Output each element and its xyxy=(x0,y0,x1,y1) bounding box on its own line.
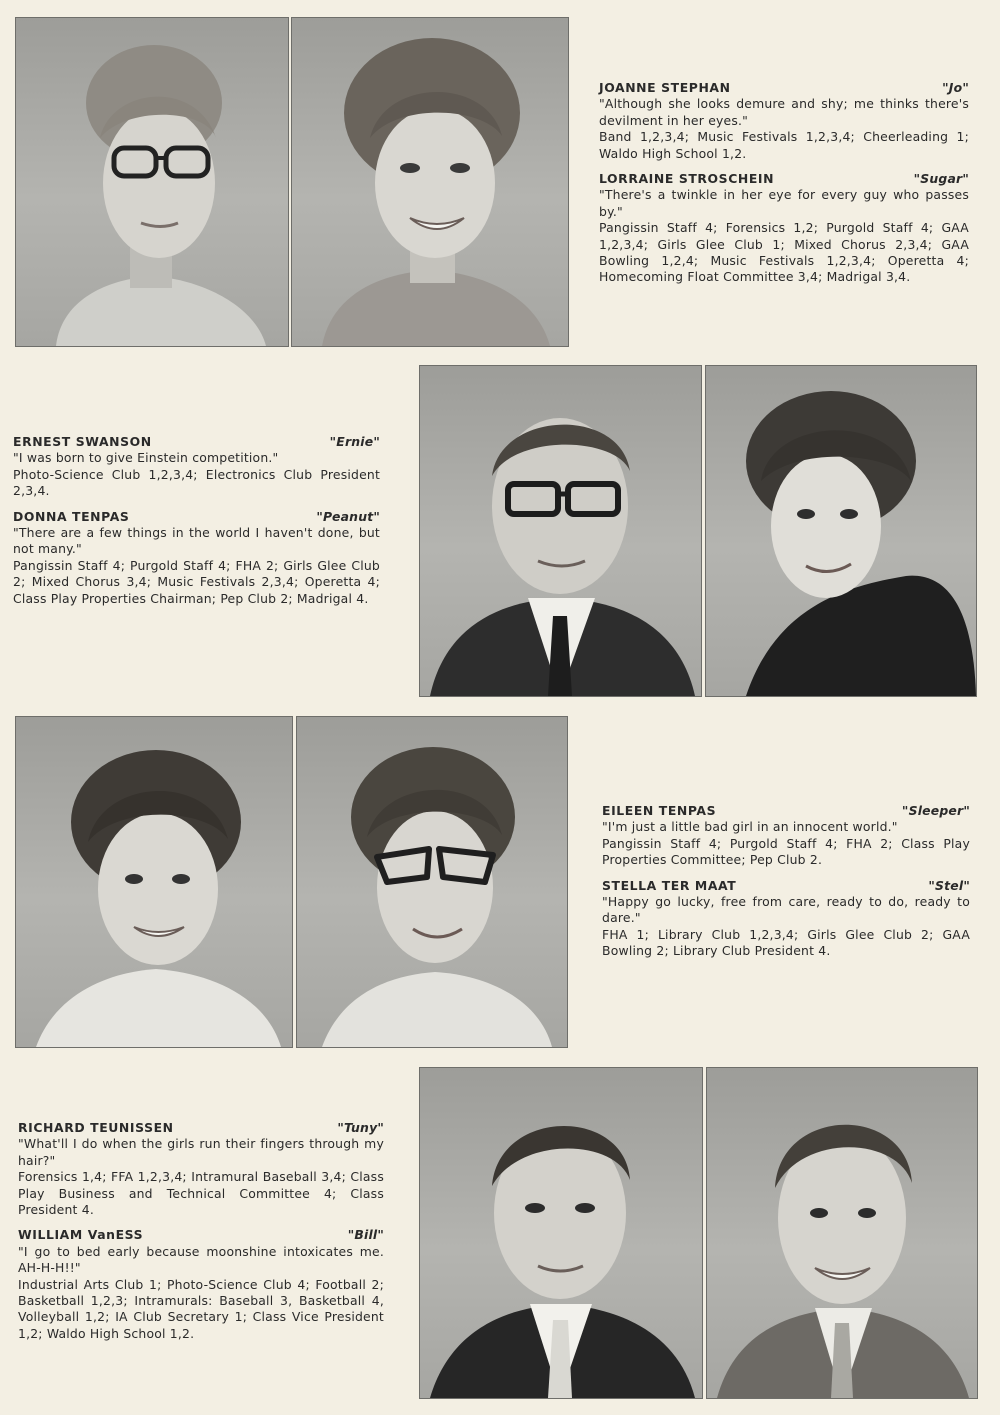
student-nickname: "Sleeper" xyxy=(901,803,970,818)
student-nickname: "Peanut" xyxy=(316,508,380,524)
student-nickname: "Bill" xyxy=(347,1227,384,1243)
bio-entry xyxy=(13,434,380,500)
student-quote: "I was born to give Einstein competition." xyxy=(13,450,279,466)
student-activities: FHA 1; Library Club 1,2,3,4; Girls Glee Club 2; GAA Bowling 2; Library Club President 4. xyxy=(602,926,970,959)
student-name: LORRAINE STROSCHEIN xyxy=(599,171,775,187)
bio-column-row4 xyxy=(18,1120,384,1351)
student-activities: Photo-Science Club 1,2,3,4; Electronics Club President 2,3,4. xyxy=(13,466,380,499)
student-name: RICHARD TEUNISSEN xyxy=(18,1120,174,1135)
portrait-donna-tenpas xyxy=(705,365,977,697)
student-activities: Pangissin Staff 4; Purgold Staff 4; FHA 2; Class Play Properties Committee; Pep Club 2. xyxy=(602,835,970,868)
student-quote: "There are a few things in the world I haven't done, but not many." xyxy=(13,525,380,557)
portrait-lorraine-stroschein xyxy=(291,17,569,347)
bio-entry xyxy=(18,1227,384,1342)
student-nickname: "Stel" xyxy=(928,877,970,893)
student-activities: Pangissin Staff 4; Forensics 1,2; Purgold Staff 4; GAA 1,2,3,4; Girls Glee Club 1; Mixed Chorus 2,3,4; GAA Bowling 1,2,4; Music Festivals 1,2,3,4; Operetta 4; Homecoming Float Committee 3,4; Madrigal 3,4. xyxy=(599,220,969,285)
student-quote: "There's a twinkle in her eye for every guy who passes by." xyxy=(599,187,969,219)
bio-column-row3 xyxy=(602,803,970,969)
portrait-eileen-tenpas xyxy=(15,716,293,1048)
bio-entry xyxy=(599,171,969,286)
portrait-joanne-stephan xyxy=(15,17,289,347)
student-quote: "Although she looks demure and shy; me thinks there's devilment in her eyes." xyxy=(599,96,969,128)
student-quote: "What'll I do when the girls run their fingers through my hair?" xyxy=(18,1136,384,1168)
portrait-stella-ter-maat xyxy=(296,716,568,1048)
student-activities: Band 1,2,3,4; Music Festivals 1,2,3,4; Cheerleading 1; Waldo High School 1,2. xyxy=(599,129,969,161)
bio-entry xyxy=(599,80,969,162)
bio-entry xyxy=(602,878,970,960)
bio-column-row1 xyxy=(599,80,969,295)
portrait-richard-teunissen xyxy=(419,1067,703,1399)
student-quote: "Happy go lucky, free from care, ready to do, ready to dare." xyxy=(602,894,970,926)
student-nickname: "Jo" xyxy=(942,80,969,95)
bio-entry xyxy=(602,803,970,869)
student-activities: Forensics 1,4; FFA 1,2,3,4; Intramural Baseball 3,4; Class Play Business and Technical Committee 4; Class President 4. xyxy=(18,1169,384,1218)
student-name: WILLIAM VanESS xyxy=(18,1227,144,1243)
bio-entry xyxy=(18,1120,384,1218)
student-name: DONNA TENPAS xyxy=(13,508,130,524)
bio-entry xyxy=(13,509,380,607)
student-activities: Industrial Arts Club 1; Photo-Science Club 4; Football 2; Basketball 1,2,3; Intramurals: Baseball 3, Basketball 4, Volleyball 1,2; IA Club Secretary 1; Class Vice President 1,2; Waldo High School 1,2. xyxy=(18,1276,384,1341)
student-activities: Pangissin Staff 4; Purgold Staff 4; FHA 2; Girls Glee Club 2; Mixed Chorus 3,4; Music Festivals 2,3,4; Operetta 4; Class Play Properties Chairman; Pep Club 2; Madrigal 4. xyxy=(13,557,380,606)
portrait-william-vaness xyxy=(706,1067,978,1399)
student-quote: "I go to bed early because moonshine intoxicates me. AH-H-H!!" xyxy=(18,1243,384,1276)
student-nickname: "Ernie" xyxy=(329,434,380,449)
portrait-ernest-swanson xyxy=(419,365,702,697)
student-nickname: "Sugar" xyxy=(913,171,969,187)
student-nickname: "Tuny" xyxy=(337,1120,384,1135)
bio-column-row2 xyxy=(13,434,380,616)
student-name: EILEEN TENPAS xyxy=(602,803,717,818)
student-quote: "I'm just a little bad girl in an innocent world." xyxy=(602,819,898,835)
student-name: ERNEST SWANSON xyxy=(13,434,152,449)
student-name: STELLA TER MAAT xyxy=(602,877,737,893)
student-name: JOANNE STEPHAN xyxy=(599,80,731,95)
